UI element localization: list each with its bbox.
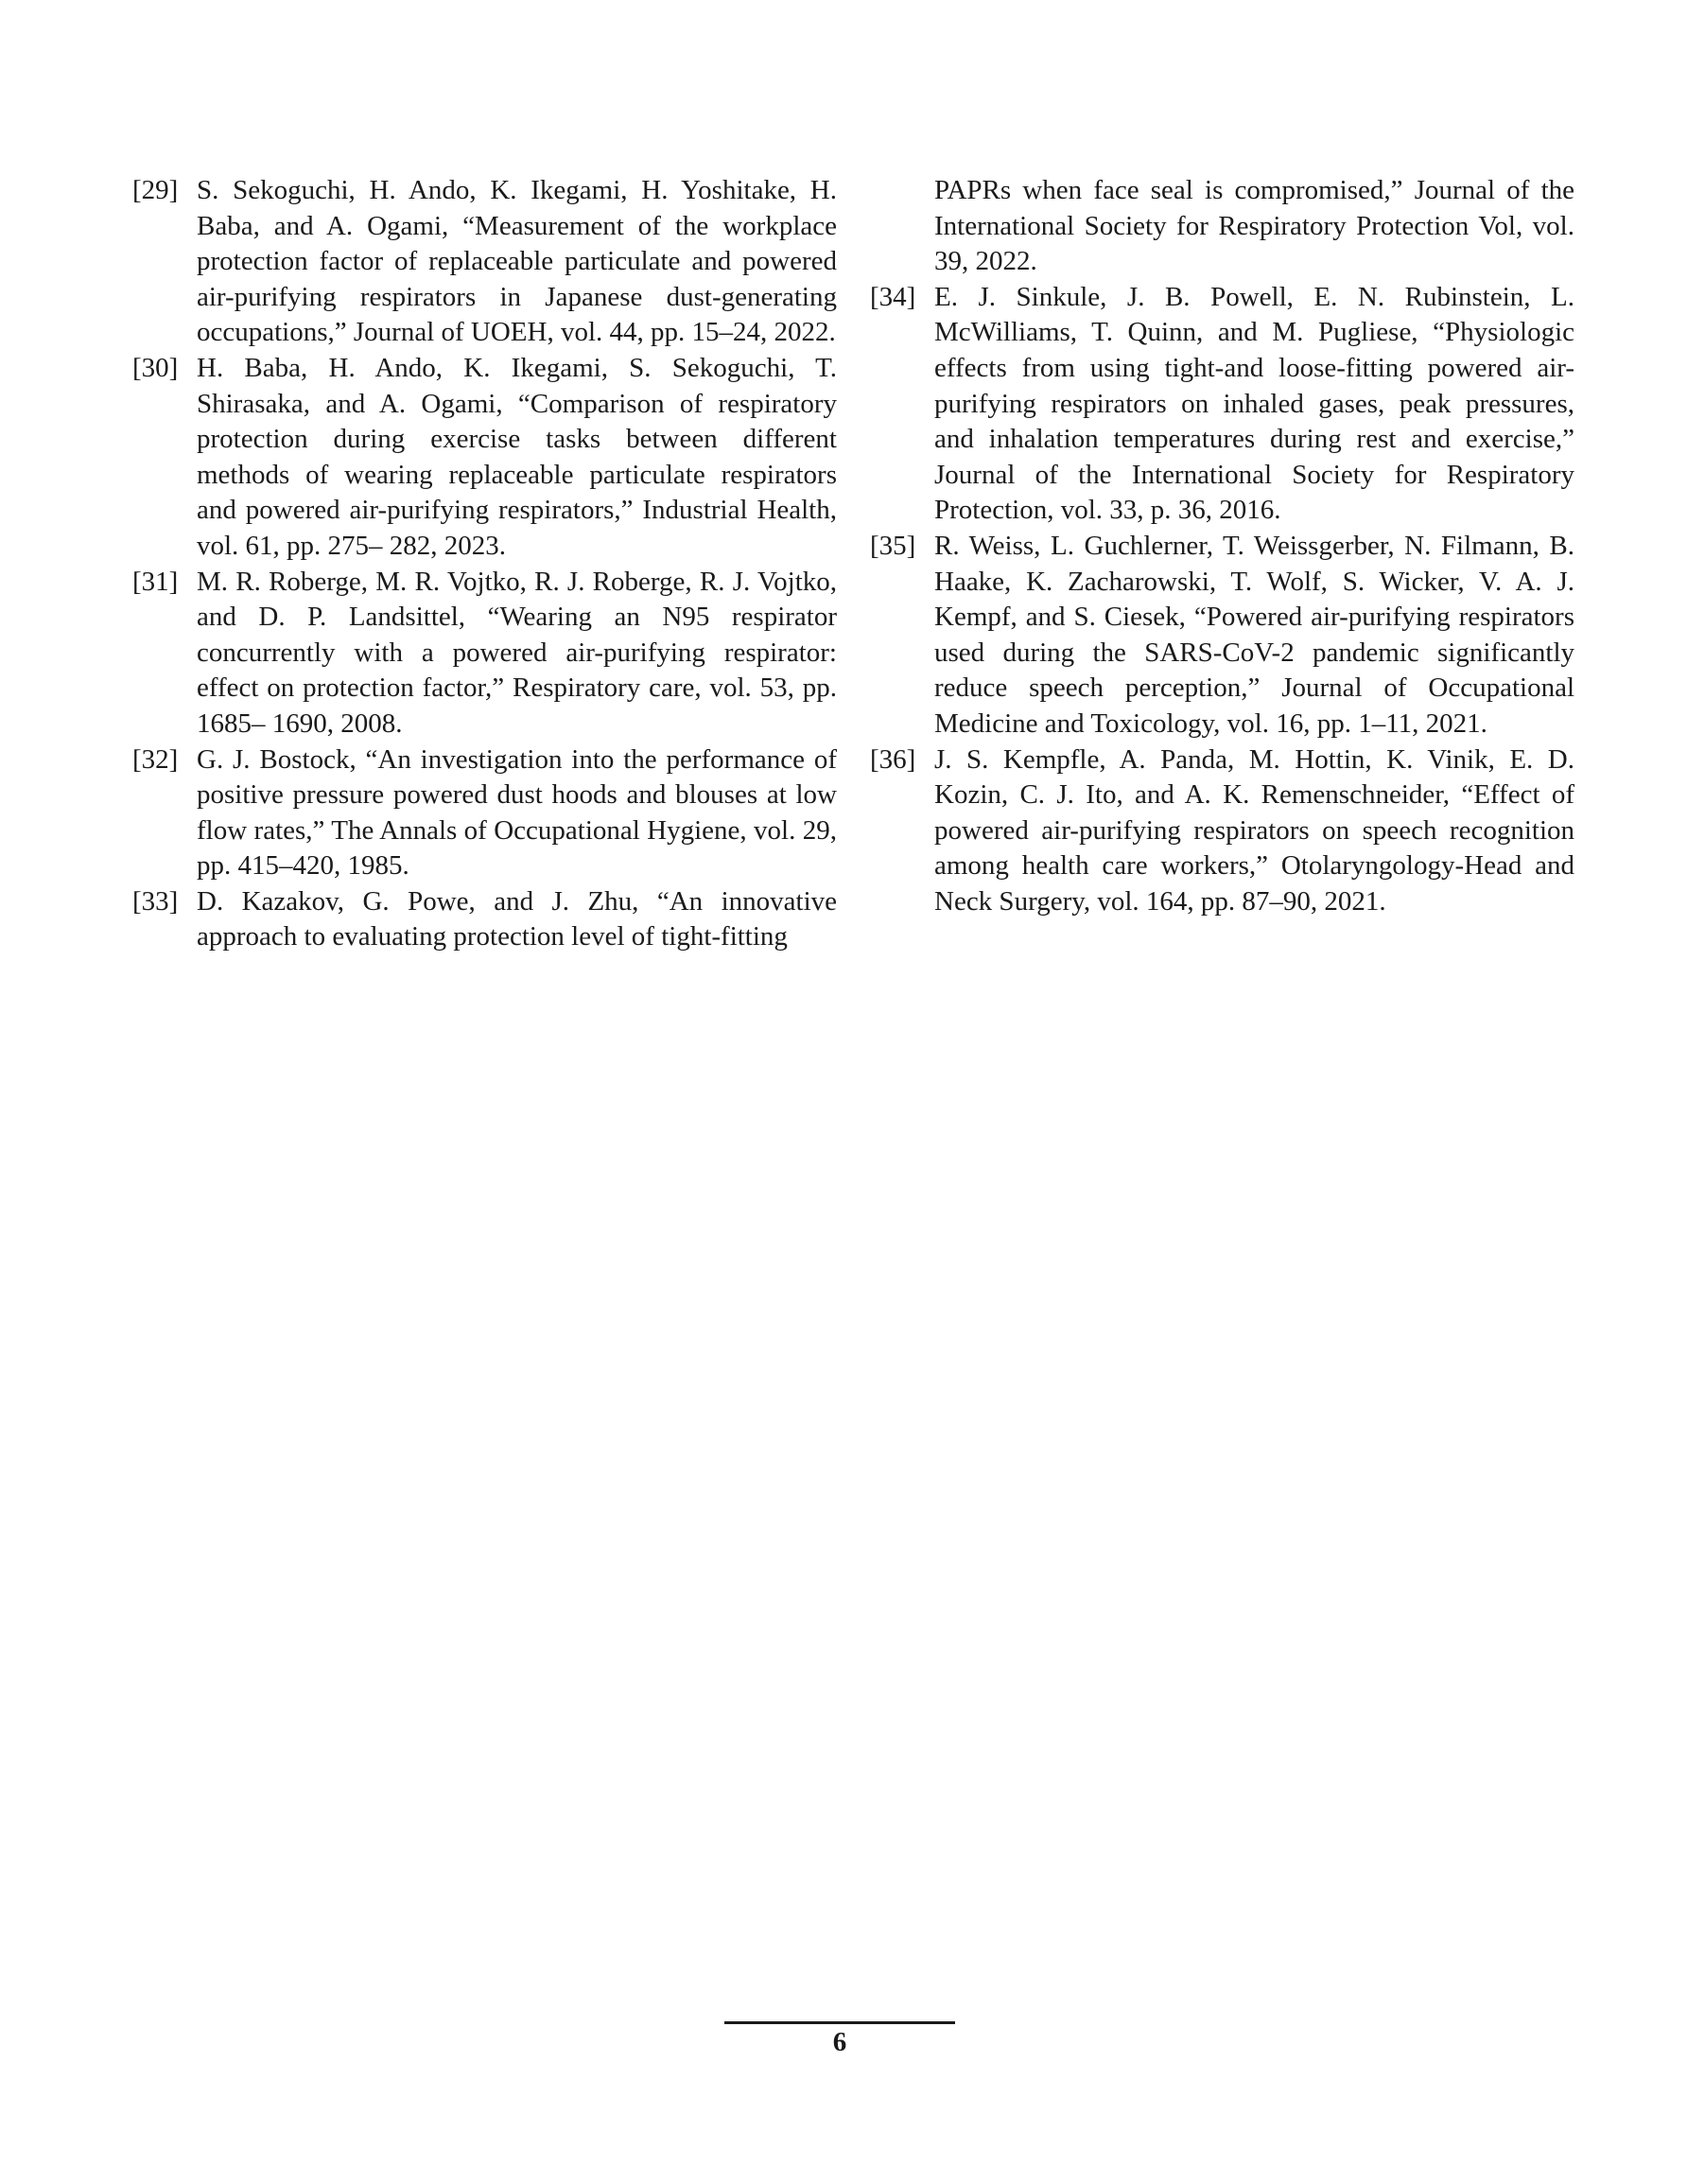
reference-item	[870, 529, 1574, 743]
reference-text: R. Weiss, L. Guchlerner, T. Weissgerber, N. Filmann, B. Haake, K. Zacharowski, T. Wolf, S. Wicker, V. A. J. Kempf, and S. Ciesek, “Powered air-purifying respirators used during the SARS-CoV-2 pandemic significantly reduce speech perception,” Journal of Occupational Medicine and Toxicology, vol. 16, pp. 1–11, 2021.	[934, 530, 1574, 739]
reference-item	[132, 884, 837, 955]
reference-number: [36]	[870, 743, 916, 775]
reference-item	[870, 743, 1574, 920]
page-number: 6	[832, 2027, 847, 2057]
right-column	[870, 173, 1574, 919]
reference-item	[132, 565, 837, 743]
reference-text: S. Sekoguchi, H. Ando, K. Ikegami, H. Yoshitake, H. Baba, and A. Ogami, “Measurement of the workplace protection factor of replaceable particulate and powered air-purifying respirators in Japanese dust-generating occupations,” Journal of UOEH, vol. 44, pp. 15–24, 2022.	[197, 175, 837, 348]
reference-text: E. J. Sinkule, J. B. Powell, E. N. Rubinstein, L. McWilliams, T. Quinn, and M. Pugliese, “Physiologic effects from using tight-and loose-fitting powered air-purifying respirators on inhaled gases, peak pressures, and inhalation temperatures during rest and exercise,” Journal of the International Society for Respiratory Protection, vol. 33, p. 36, 2016.	[934, 281, 1574, 526]
reference-item	[132, 351, 837, 565]
reference-number: [32]	[132, 743, 179, 775]
reference-item	[870, 280, 1574, 529]
reference-text: H. Baba, H. Ando, K. Ikegami, S. Sekoguchi, T. Shirasaka, and A. Ogami, “Comparison of respiratory protection during exercise tasks between different methods of wearing replaceable particulate respirators and powered air-purifying respirators,” Industrial Health, vol. 61, pp. 275– 282, 2023.	[197, 352, 837, 561]
reference-item	[132, 743, 837, 884]
reference-number: [34]	[870, 281, 916, 312]
reference-number: [35]	[870, 530, 916, 561]
reference-number: [33]	[132, 885, 179, 917]
reference-number: [30]	[132, 352, 179, 383]
reference-continuation: PAPRs when face seal is compromised,” Journal of the International Society for Respiratory Protection Vol, vol. 39, 2022.	[934, 175, 1574, 277]
footer-rule	[724, 2021, 955, 2024]
reference-item	[132, 173, 837, 351]
reference-text: J. S. Kempfle, A. Panda, M. Hottin, K. Vinik, E. D. Kozin, C. J. Ito, and A. K. Remenschneider, “Effect of powered air-purifying respirators on speech recognition among health care workers,” Otolaryngology-Head and Neck Surgery, vol. 164, pp. 87–90, 2021.	[934, 743, 1574, 917]
reference-text: M. R. Roberge, M. R. Vojtko, R. J. Roberge, R. J. Vojtko, and D. P. Landsittel, “Wearing an N95 respirator concurrently with a powered air-purifying respirator: effect on protection factor,” Respiratory care, vol. 53, pp. 1685– 1690, 2008.	[197, 566, 837, 739]
reference-number: [31]	[132, 566, 179, 597]
reference-text: D. Kazakov, G. Powe, and J. Zhu, “An innovative approach to evaluating protection level of tight-fitting	[197, 885, 837, 952]
reference-number: [29]	[132, 175, 179, 205]
reference-text: G. J. Bostock, “An investigation into the performance of positive pressure powered dust hoods and blouses at low flow rates,” The Annals of Occupational Hygiene, vol. 29, pp. 415–420, 1985.	[197, 743, 837, 882]
left-column	[132, 173, 837, 955]
